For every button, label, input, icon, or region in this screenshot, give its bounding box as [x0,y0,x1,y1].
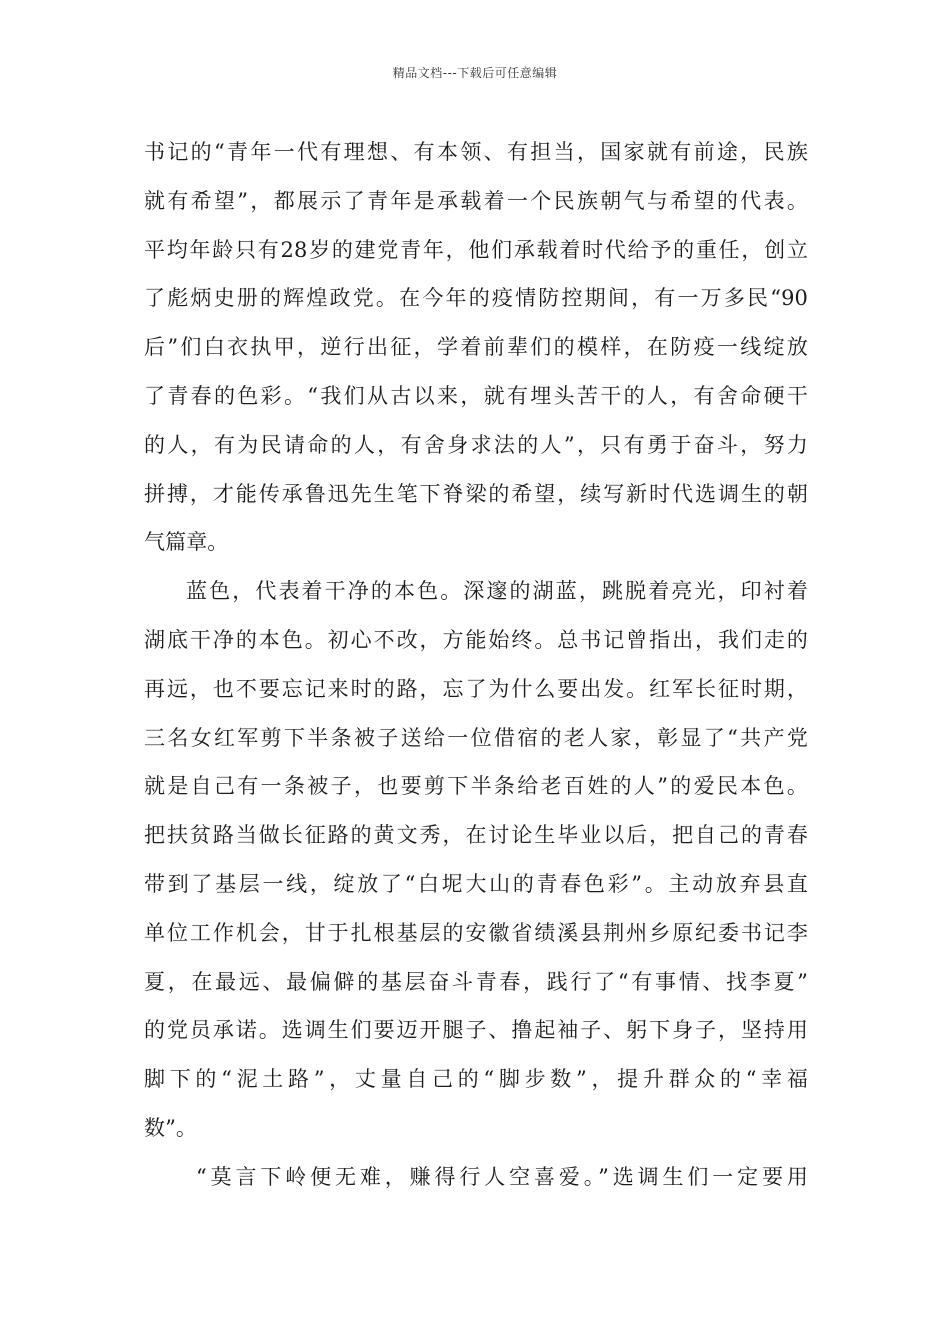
text-line: 湖底干净的本色。初心不改，方能始终。总书记曾指出，我们走的 [144,627,808,652]
text-line: 了青春的色彩。“我们从古以来，就有埋头苦干的人，有舍命硬干 [144,383,808,408]
text-line: 三名女红军剪下半条被子送给一位借宿的老人家，彰显了“共产党 [144,725,808,750]
body-text [144,128,808,1202]
text-line: 就是自己有一条被子，也要剪下半条给老百姓的人”的爱民本色。 [144,774,808,799]
text-line: 平均年龄只有28岁的建党青年，他们承载着时代给予的重任，创立 [144,237,808,262]
text-line: 再远，也不要忘记来时的路，忘了为什么要出发。红军长征时期， [144,676,808,701]
text-line: 把扶贫路当做长征路的黄文秀，在讨论生毕业以后，把自己的青春 [144,823,808,848]
text-line: 气篇章。 [144,530,229,555]
text-line: 脚下的“泥土路”，丈量自己的“脚步数”，提升群众的“幸福 [144,1067,808,1092]
text-line: 了彪炳史册的辉煌政党。在今年的疫情防控期间，有一万多民“90 [144,286,808,311]
text-line: 单位工作机会，甘于扎根基层的安徽省绩溪县荆州乡原纪委书记李 [144,920,808,945]
text-line: 书记的“青年一代有理想、有本领、有担当，国家就有前途，民族 [144,140,808,164]
text-line: 的人，有为民请命的人，有舍身求法的人”，只有勇于奋斗，努力 [144,432,808,457]
text-line: 拼搏，才能传承鲁迅先生笔下脊梁的希望，续写新时代选调生的朝 [144,481,808,506]
page-header: 精品文档---下载后可任意编辑 [392,66,558,80]
text-line: 就有希望”，都展示了青年是承载着一个民族朝气与希望的代表。 [144,188,808,213]
text-line: 蓝色，代表着干净的本色。深邃的湖蓝，跳脱着亮光，印衬着 [186,579,808,604]
text-line: 后”们白衣执甲，逆行出征，学着前辈们的模样，在防疫一线绽放 [144,335,808,360]
text-line: 的党员承诺。选调生们要迈开腿子、撸起袖子、躬下身子，坚持用 [144,1018,808,1043]
text-line: “莫言下岭便无难，赚得行人空喜爱。”选调生们一定要用 [196,1164,808,1189]
text-line: 夏，在最远、最偏僻的基层奋斗青春，践行了“有事情、找李夏” [144,969,808,994]
text-line: 数”。 [144,1115,198,1140]
text-line: 带到了基层一线，绽放了“白坭大山的青春色彩”。主动放弃县直 [144,871,808,896]
